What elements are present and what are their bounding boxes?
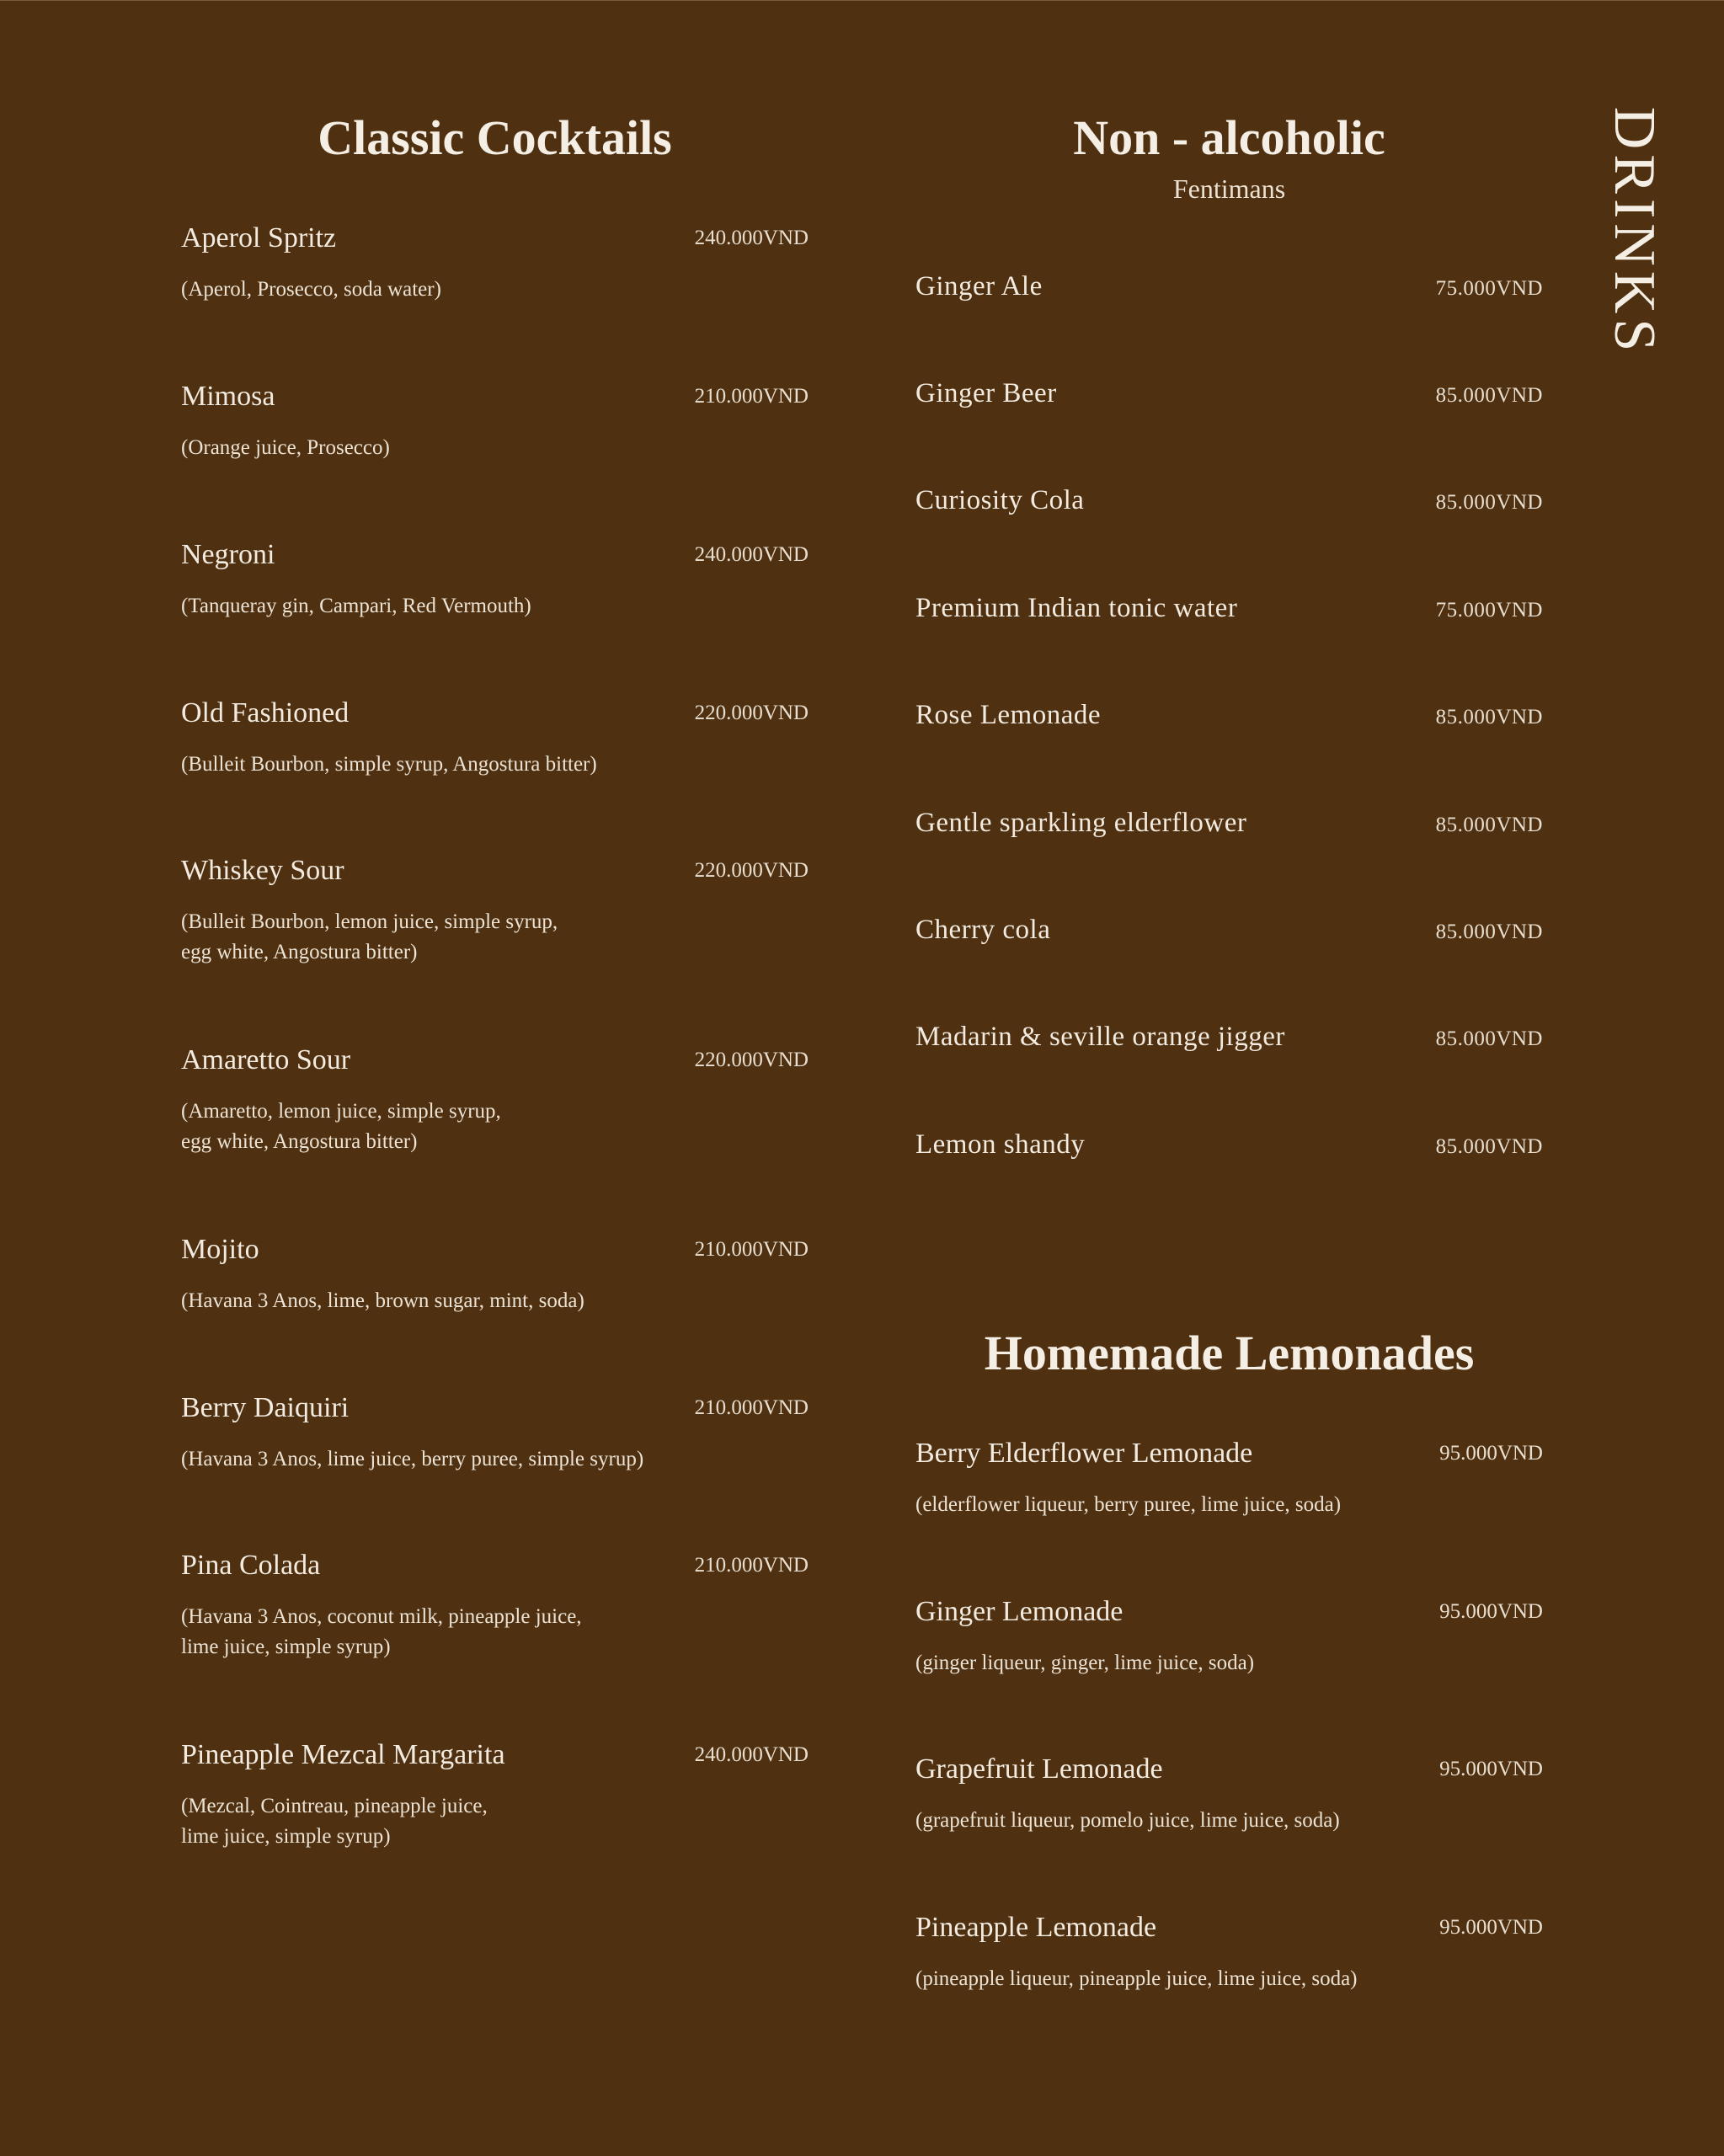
item-description-line: (Orange juice, Prosecco)	[181, 436, 390, 459]
item-name: Premium Indian tonic water	[915, 593, 1238, 623]
item-price: 240.000VND	[694, 1743, 809, 1766]
drinks-vertical-title-text: DRINKS	[1602, 106, 1667, 357]
item-price: 95.000VND	[1439, 1600, 1543, 1623]
item-name: Pineapple Mezcal Margarita	[181, 1739, 505, 1770]
item-price: 220.000VND	[694, 702, 809, 724]
item-description	[915, 1490, 1341, 1520]
item-name: Pina Colada	[181, 1550, 321, 1581]
item-price: 220.000VND	[694, 859, 809, 882]
item-name: Cherry cola	[915, 915, 1051, 945]
item-price: 95.000VND	[1439, 1916, 1543, 1939]
item-name: Aperol Spritz	[181, 222, 337, 253]
non-alcoholic-subtitle: Fentimans	[1172, 173, 1286, 204]
item-description-line: (Havana 3 Anos, lime, brown sugar, mint, soda)	[181, 1289, 584, 1312]
item-description	[181, 1286, 584, 1316]
item-description-line: lime juice, simple syrup)	[181, 1825, 391, 1848]
item-description	[181, 275, 441, 305]
item-description-line: egg white, Angostura bitter)	[181, 941, 418, 963]
item-description	[181, 907, 558, 968]
item-name: Berry Daiquiri	[181, 1392, 350, 1423]
item-description-line: (Amaretto, lemon juice, simple syrup,	[181, 1100, 501, 1123]
item-name: Berry Elderflower Lemonade	[915, 1438, 1253, 1469]
item-description	[181, 750, 597, 780]
item-description-line: (ginger liqueur, ginger, lime juice, soda)	[915, 1652, 1255, 1674]
item-price: 210.000VND	[694, 1238, 809, 1261]
non-alcoholic-title: Non - alcoholic	[1073, 110, 1385, 165]
item-price: 85.000VND	[1435, 706, 1543, 728]
item-name: Mojito	[181, 1234, 259, 1265]
item-price: 85.000VND	[1435, 384, 1543, 407]
item-price: 85.000VND	[1435, 1135, 1543, 1158]
item-price: 210.000VND	[694, 385, 809, 408]
item-description-line: (Bulleit Bourbon, simple syrup, Angostura bitter)	[181, 753, 597, 776]
item-price: 240.000VND	[694, 543, 809, 566]
item-name: Whiskey Sour	[181, 855, 344, 886]
item-description	[181, 1791, 488, 1852]
item-name: Gentle sparkling elderflower	[915, 808, 1247, 838]
item-price: 75.000VND	[1435, 277, 1543, 300]
item-name: Ginger Lemonade	[915, 1596, 1124, 1627]
item-name: Negroni	[181, 539, 275, 570]
item-name: Curiosity Cola	[915, 485, 1085, 515]
item-description-line: (grapefruit liqueur, pomelo juice, lime juice, soda)	[915, 1809, 1340, 1832]
item-price: 85.000VND	[1435, 921, 1543, 943]
item-description	[181, 1097, 501, 1157]
classic-cocktails-title: Classic Cocktails	[318, 110, 672, 165]
item-description-line: (Bulleit Bourbon, lemon juice, simple syrup,	[181, 910, 558, 933]
item-name: Old Fashioned	[181, 697, 350, 728]
item-description-line: (pineapple liqueur, pineapple juice, lime juice, soda)	[915, 1967, 1358, 1990]
homemade-lemonades-title: Homemade Lemonades	[984, 1326, 1475, 1380]
item-name: Ginger Beer	[915, 378, 1057, 408]
item-price: 210.000VND	[694, 1396, 809, 1419]
item-price: 240.000VND	[694, 227, 809, 249]
item-name: Pineapple Lemonade	[915, 1912, 1157, 1943]
item-description	[181, 591, 531, 622]
item-description	[181, 1444, 643, 1475]
item-description	[915, 1806, 1340, 1836]
item-price: 85.000VND	[1435, 1027, 1543, 1050]
item-description-line: (Havana 3 Anos, lime juice, berry puree, simple syrup)	[181, 1448, 644, 1470]
item-description	[915, 1648, 1254, 1678]
item-price: 220.000VND	[694, 1049, 809, 1071]
item-description-line: (Mezcal, Cointreau, pineapple juice,	[181, 1795, 488, 1817]
item-description-line: (Tanqueray gin, Campari, Red Vermouth)	[181, 595, 531, 617]
item-name: Grapefruit Lemonade	[915, 1753, 1163, 1785]
item-description	[181, 1602, 582, 1662]
top-edge-line	[0, 0, 1724, 1]
item-name: Mimosa	[181, 381, 275, 412]
item-price: 85.000VND	[1435, 491, 1543, 514]
item-description	[181, 433, 390, 463]
item-description	[915, 1964, 1358, 1994]
item-description-line: lime juice, simple syrup)	[181, 1636, 391, 1658]
item-price: 85.000VND	[1435, 814, 1543, 836]
drinks-vertical-title	[1602, 101, 1667, 362]
item-name: Lemon shandy	[915, 1129, 1086, 1160]
item-description-line: egg white, Angostura bitter)	[181, 1130, 418, 1153]
item-price: 95.000VND	[1439, 1758, 1543, 1780]
item-name: Rose Lemonade	[915, 700, 1102, 730]
item-name: Madarin & seville orange jigger	[915, 1022, 1285, 1052]
item-description-line: (elderflower liqueur, berry puree, lime juice, soda)	[915, 1493, 1342, 1516]
item-price: 210.000VND	[694, 1554, 809, 1577]
item-price: 75.000VND	[1435, 599, 1543, 622]
item-description-line: (Havana 3 Anos, coconut milk, pineapple juice,	[181, 1605, 582, 1628]
item-name: Ginger Ale	[915, 271, 1043, 302]
item-price: 95.000VND	[1439, 1442, 1543, 1465]
item-description-line: (Aperol, Prosecco, soda water)	[181, 278, 441, 301]
item-name: Amaretto Sour	[181, 1044, 351, 1075]
